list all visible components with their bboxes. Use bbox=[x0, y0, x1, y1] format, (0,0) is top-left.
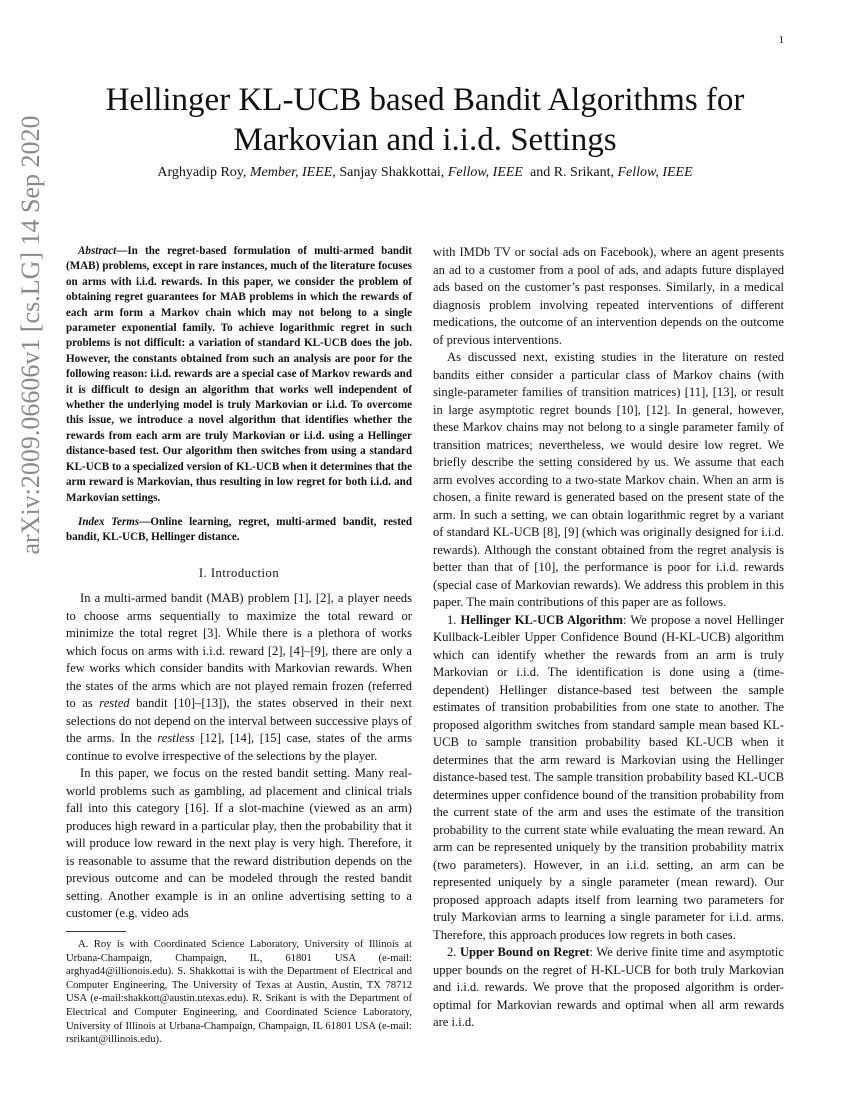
author-role: Fellow, IEEE bbox=[447, 165, 523, 180]
contribution-title: Upper Bound on Regret bbox=[459, 945, 590, 959]
title-line-2: Markovian and i.i.d. Settings bbox=[233, 122, 617, 158]
contribution-text: : We derive finite time and asymptotic upper bounds on the regret of H-KL-UCB for both truly Markovian and i.i.d. rewards. We prove that the proposed algorithm is order-optimal for Markovian rewards and optimal when all arm rewards are i.i.d. bbox=[433, 945, 784, 1029]
intro-paragraph-1 bbox=[66, 590, 412, 765]
abstract: Abstract—In the regret-based formulation of multi-armed bandit (MAB) problems, except in rare instances, much of the literature focuses on arms with i.i.d. rewards. In this paper, we consider the problem of obtaining regret guarantees for MAB problems in which the rewards of each arm form a Markov chain which may not belong to a single parameter exponential family. To achieve logarithmic regret in such problems is not difficult: a variation of standard KL-UCB does the job. However, the constants obtained from such an analysis are poor for the following reason: i.i.d. rewards are a special case of Markov rewards and it is difficult to design an algorithm that works well independent of whether the underlying model is truly Markovian or i.i.d. To overcome this issue, we introduce a novel algorithm that identifies whether the rewards from each arm are truly Markovian or i.i.d. using a Hellinger distance-based test. Our algorithm then switches from using a standard KL-UCB to a specialized version of KL-UCB when it determines that the arm reward is Markovian, thus resulting in low regret for both i.i.d. and Markovian settings. bbox=[66, 245, 412, 504]
footnote-rule bbox=[66, 931, 126, 932]
author-name: and R. Srikant, bbox=[529, 165, 614, 180]
intro-emphasis-rested: rested bbox=[99, 696, 130, 711]
abstract-label: Abstract bbox=[78, 245, 117, 257]
contribution-1 bbox=[433, 612, 784, 945]
arxiv-identifier-stamp: arXiv:2009.06606v1 [cs.LG] 14 Sep 2020 bbox=[16, 115, 45, 555]
author-role: Fellow, IEEE bbox=[617, 165, 693, 180]
contribution-text: : We propose a novel Hellinger Kullback-Leibler Upper Confidence Bound (H-KL-UCB) algorithm which can identify whether the rewards from an arm is truly Markovian or i.i.d. The identification is done using a (time-dependent) Hellinger distance-based test between the sample estimates of transition probabilities from one state to another. The proposed algorithm switches from standard sample mean based KL-UCB to sample transition probability based KL-UCB when it determines that the arm reward is Markovian using the Hellinger distance-based test. The sample transition probability based KL-UCB determines upper confidence bound of the transition probability from the current state of the arm and uses the estimate of the transition probability to the current state while evaluating the mean reward. An arm can be represented uniquely by the transition probability matrix (two parameters). However, in an i.i.d. setting, an arm can be represented uniquely by a single parameter (mean reward). Our proposed approach adapts itself from learning two parameters for truly Markovian arms to learning a single parameter for i.i.d. arms. Therefore, this approach produces low regrets in both cases. bbox=[433, 612, 785, 942]
section-heading-introduction: I. Introduction bbox=[198, 565, 280, 580]
intro-text: bandit [10]–[13]), the states observed in their next selections do not depend on the interval between successive plays of the arms. In the bbox=[66, 696, 412, 746]
intro-emphasis-restless: restless bbox=[157, 731, 195, 746]
contribution-number: 2. bbox=[447, 945, 457, 959]
intro-paragraph-2: In this paper, we focus on the rested bandit setting. Many real-world problems such as gambling, ad placement and clinical trials fall into this category [16]. If a slot-machine (viewed as an arm) produces high reward in a particular play, then the probability that it will produce low reward in the next play is very high. Therefore, it is reasonable to assume that the reward distribution depends on the previous outcome and can be modeled through the rested bandit setting. Another example is in an online advertising setting to a customer (e.g. video ads bbox=[66, 766, 412, 921]
intro-text: [12], [14], [15] case, states of the arms continue to evolve irrespective of the selections by the player. bbox=[66, 731, 412, 763]
intro-paragraph-3: As discussed next, existing studies in the literature on rested bandits either consider a particular class of Markov chains (with single-parameter families of transition matrices) [11], [13], or result in large asymptotic regret bounds [10], [12]. In general, however, these Markov chains may not belong to a single parameter family of transition matrices; nevertheless, we would desire low regret. We briefly describe the setting considered by us. We assume that each arm evolves according to a two-state Markov chain. When an arm is chosen, a finite reward is generated based on the present state of the arm. In such a setting, we can obtain logarithmic regret by a variant of standard KL-UCB [8], [9] (which was originally designed for i.i.d. rewards). Although the constant obtained from the regret analysis is better than that of [10], the performance is poor for i.i.d. rewards (special case of Markovian rewards). We address this problem in this paper. The main contributions of this paper are as follows. bbox=[433, 350, 784, 609]
right-column bbox=[433, 244, 784, 1032]
index-terms-text: Online learning, regret, multi-armed bandit, rested bandit, KL-UCB, Hellinger distance. bbox=[66, 515, 412, 544]
contribution-title: Hellinger KL-UCB Algorithm bbox=[460, 612, 624, 627]
intro-paragraph-2-continued: with IMDb TV or social ads on Facebook), where an agent presents an ad to a customer from a pool of ads, and adapts future displayed ads based on the customer’s past responses. Similarly, in a medical diagnosis problem involving repeated interventions of different medications, the outcome of an intervention depends on the outcome of previous interventions. bbox=[433, 245, 784, 347]
left-column bbox=[66, 244, 412, 923]
contribution-number: 1. bbox=[447, 612, 457, 627]
author-list bbox=[60, 164, 790, 182]
abstract-text: In the regret-based formulation of multi-armed bandit (MAB) problems, except in rare instances, much of the literature focuses on arms with i.i.d. rewards. In this paper, we consider the problem of obtaining regret guarantees for MAB problems in which the rewards of each arm form a Markov chain which may not belong to a single parameter exponential family. To achieve logarithmic regret in such problems is not difficult: a variation of standard KL-UCB does the job. However, the constants obtained from such an analysis are poor for the following reason: i.i.d. rewards are a special case of Markov rewards and it is difficult to design an algorithm that works well independent of whether the underlying model is truly Markovian or i.i.d. To overcome this issue, we introduce a novel algorithm that identifies whether the rewards from each arm are truly Markovian or i.i.d. using a Hellinger distance-based test. Our algorithm then switches from using a standard KL-UCB to a specialized version of KL-UCB when it determines that the arm reward is Markovian, thus resulting in low regret for both i.i.d. and Markovian settings. bbox=[66, 245, 412, 504]
author-role: Member, IEEE, bbox=[249, 165, 336, 180]
intro-text: In a multi-armed bandit (MAB) problem [1], [2], a player needs to choose arms sequentially to maximize the total reward or minimize the total regret [3]. While there is a plethora of works which focus on arms with i.i.d. reward [2], [4]–[9], there are only a few works which consider bandits with Markovian rewards. When the states of the arms which are not played remain frozen (referred to as bbox=[66, 591, 412, 711]
paper-title bbox=[60, 80, 790, 160]
index-terms-label: Index Terms bbox=[78, 515, 140, 528]
author-name: Sanjay Shakkottai, bbox=[339, 165, 445, 180]
author-name: Arghyadip Roy, bbox=[157, 165, 247, 180]
page-number: 1 bbox=[778, 34, 784, 46]
author-affiliation-footnote: A. Roy is with Coordinated Science Laboratory, University of Illinois at Urbana-Champaign, Champaign, IL, 61801 USA (e-mail: arghyad4@illionois.edu). S. Shakkottai is with the Department of Electrical and Computer Engineering, The University of Texas at Austin, Austin, TX 78712 USA (e-mail:shakkott@austin.utexas.edu). R. Srikant is with the Department of Electrical and Computer Engineering, and Coordinated Science Laboratory, University of Illinois at Urbana-Champaign, Champaign, IL 61801 USA (e-mail: rsrikant@illinois.edu). bbox=[66, 939, 412, 1046]
contribution-2 bbox=[433, 944, 784, 1032]
index-terms: Index Terms—Online learning, regret, multi-armed bandit, rested bandit, KL-UCB, Hellinger distance. bbox=[66, 515, 412, 544]
title-line-1: Hellinger KL-UCB based Bandit Algorithms for bbox=[105, 82, 745, 118]
